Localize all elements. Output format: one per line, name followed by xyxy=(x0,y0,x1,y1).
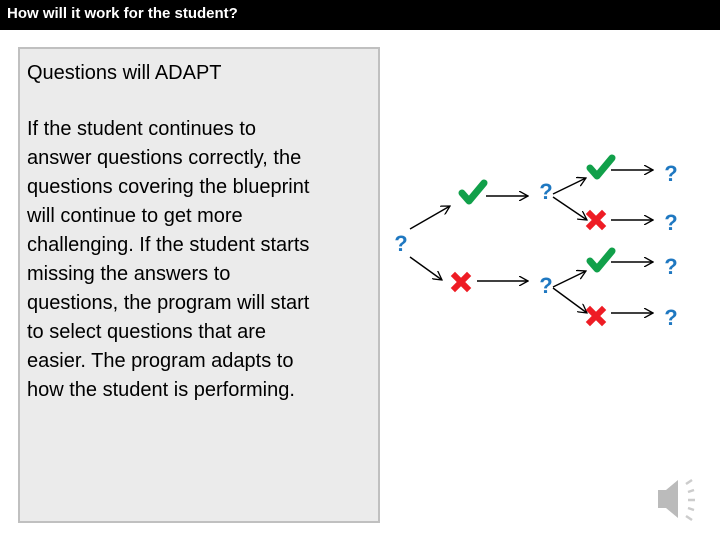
speaker-icon[interactable] xyxy=(650,470,710,535)
body-line: to select questions that are xyxy=(27,321,267,343)
arrow xyxy=(410,257,442,280)
question-mark: ? xyxy=(664,254,678,279)
question-mark: ? xyxy=(539,179,553,204)
question-mark: ? xyxy=(664,210,678,235)
arrow xyxy=(553,197,587,220)
body-line: easier. The program adapts to xyxy=(27,350,294,372)
question-mark: ? xyxy=(394,231,408,256)
body-line: challenging. If the student starts xyxy=(27,234,310,256)
body-line: how the student is performing. xyxy=(27,379,295,401)
panel-heading: Questions will ADAPT xyxy=(27,62,222,84)
slide-title: How will it work for the student? xyxy=(0,0,720,30)
arrow xyxy=(553,288,587,313)
body-line: will continue to get more xyxy=(27,205,243,227)
body-line: If the student continues to xyxy=(27,118,257,140)
question-mark: ? xyxy=(664,161,678,186)
body-line: answer questions correctly, the xyxy=(27,147,302,169)
arrow xyxy=(410,206,450,229)
arrow xyxy=(553,178,586,194)
body-line: questions covering the blueprint xyxy=(27,176,310,198)
body-line: missing the answers to xyxy=(27,263,231,285)
question-mark: ? xyxy=(664,305,678,330)
cross-icon xyxy=(590,310,602,322)
check-icon xyxy=(590,251,612,269)
cross-icon xyxy=(455,276,467,288)
question-mark: ? xyxy=(539,273,553,298)
check-icon xyxy=(462,183,484,201)
arrow xyxy=(553,271,586,287)
cross-icon xyxy=(590,214,602,226)
check-icon xyxy=(590,158,612,176)
body-line: questions, the program will start xyxy=(27,292,310,314)
